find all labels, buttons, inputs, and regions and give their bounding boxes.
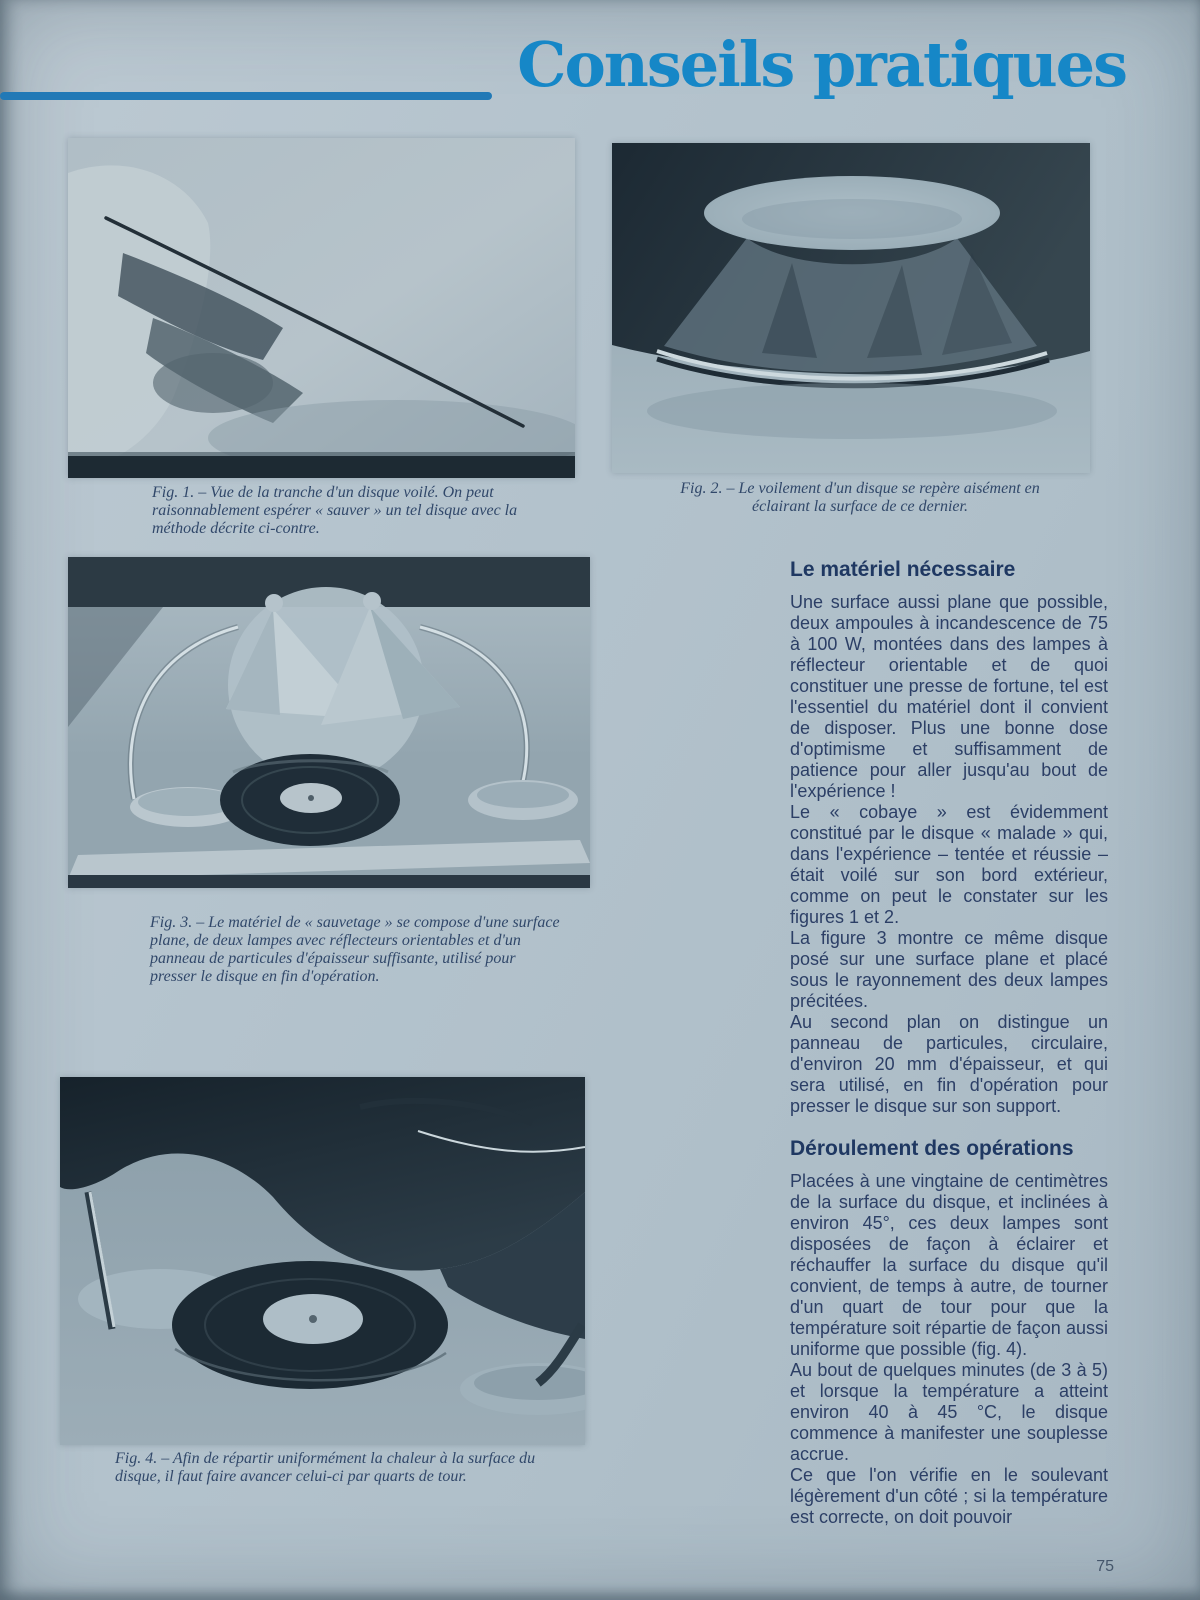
lit-warped-record-photo	[612, 143, 1090, 473]
figure-1-photo	[68, 138, 575, 478]
figure-4-caption: Fig. 4. – Afin de répartir uniformément la chaleur à la surface du disque, il faut faire avancer celui-ci par quarts de tour.	[115, 1450, 536, 1485]
figure-2-caption: Fig. 2. – Le voilement d'un disque se repère aisément en éclairant la surface de ce dernier.	[680, 480, 1040, 515]
figure-2-photo	[612, 143, 1090, 473]
title-rule	[0, 92, 492, 100]
paragraph: Au bout de quelques minutes (de 3 à 5) et lorsque la température a atteint environ 40 à 45 °C, le disque commence à manifester une souplesse accrue.	[790, 1360, 1108, 1464]
paragraph: Placées à une vingtaine de centimètres de la surface du disque, et inclinées à environ 45°, ces deux lampes sont disposées de façon à éclairer et réchauffer la surface du disque qu'il convient, de temps à autre, de tourner d'un quart de tour pour que la température soit répartie de façon aussi uniforme que possible (fig. 4).	[790, 1171, 1108, 1359]
article-column	[790, 558, 1108, 1528]
paragraph: Une surface aussi plane que possible, deux ampoules à incandescence de 75 à 100 W, montées dans des lampes à réflecteur orientable et de quoi constituer une presse de fortune, tel est l'essentiel du matériel dont il convient de disposer. Plus une bonne dose d'optimisme et suffisamment de patience pour aller jusqu'au bout de l'expérience !	[790, 592, 1108, 801]
paragraph: Ce que l'on vérifie en le soulevant légèrement d'un côté ; si la température est correcte, on doit pouvoir	[790, 1465, 1108, 1527]
paragraph: Au second plan on distingue un panneau de particules, circulaire, d'environ 20 mm d'épaisseur, et qui sera utilisé, en fin d'opération pour presser le disque sur son support.	[790, 1012, 1108, 1116]
paragraph: La figure 3 montre ce même disque posé sur une surface plane et placé sous le rayonnement des deux lampes précitées.	[790, 928, 1108, 1011]
paragraph: Le « cobaye » est évidemment constitué par le disque « malade » qui, dans l'expérience – tentée et réussie – était voilé sur son bord extérieur, comme on peut le constater sur les figures 1 et 2.	[790, 802, 1108, 927]
figure-3-caption: Fig. 3. – Le matériel de « sauvetage » se compose d'une surface plane, de deux lampes avec réflecteurs orientables et d'un panneau de particules d'épaisseur suffisante, utilisé pour presser le disque en fin d'opération.	[150, 914, 560, 985]
section-heading-deroulement: Déroulement des opérations	[790, 1137, 1074, 1160]
page-title: Conseils pratiques	[517, 28, 1126, 101]
figure-1-caption: Fig. 1. – Vue de la tranche d'un disque voilé. On peut raisonnablement espérer « sauver » un tel disque avec la méthode décrite ci-contre.	[152, 484, 518, 537]
lamps-and-record-setup-photo	[68, 557, 590, 888]
figure-4-photo	[60, 1077, 585, 1445]
figure-3-photo	[68, 557, 590, 888]
page-number: 75	[1096, 1558, 1114, 1575]
record-quarter-turn-photo	[60, 1077, 585, 1445]
warped-record-edge-photo	[68, 138, 575, 478]
section-heading-materiel: Le matériel nécessaire	[790, 558, 1016, 581]
